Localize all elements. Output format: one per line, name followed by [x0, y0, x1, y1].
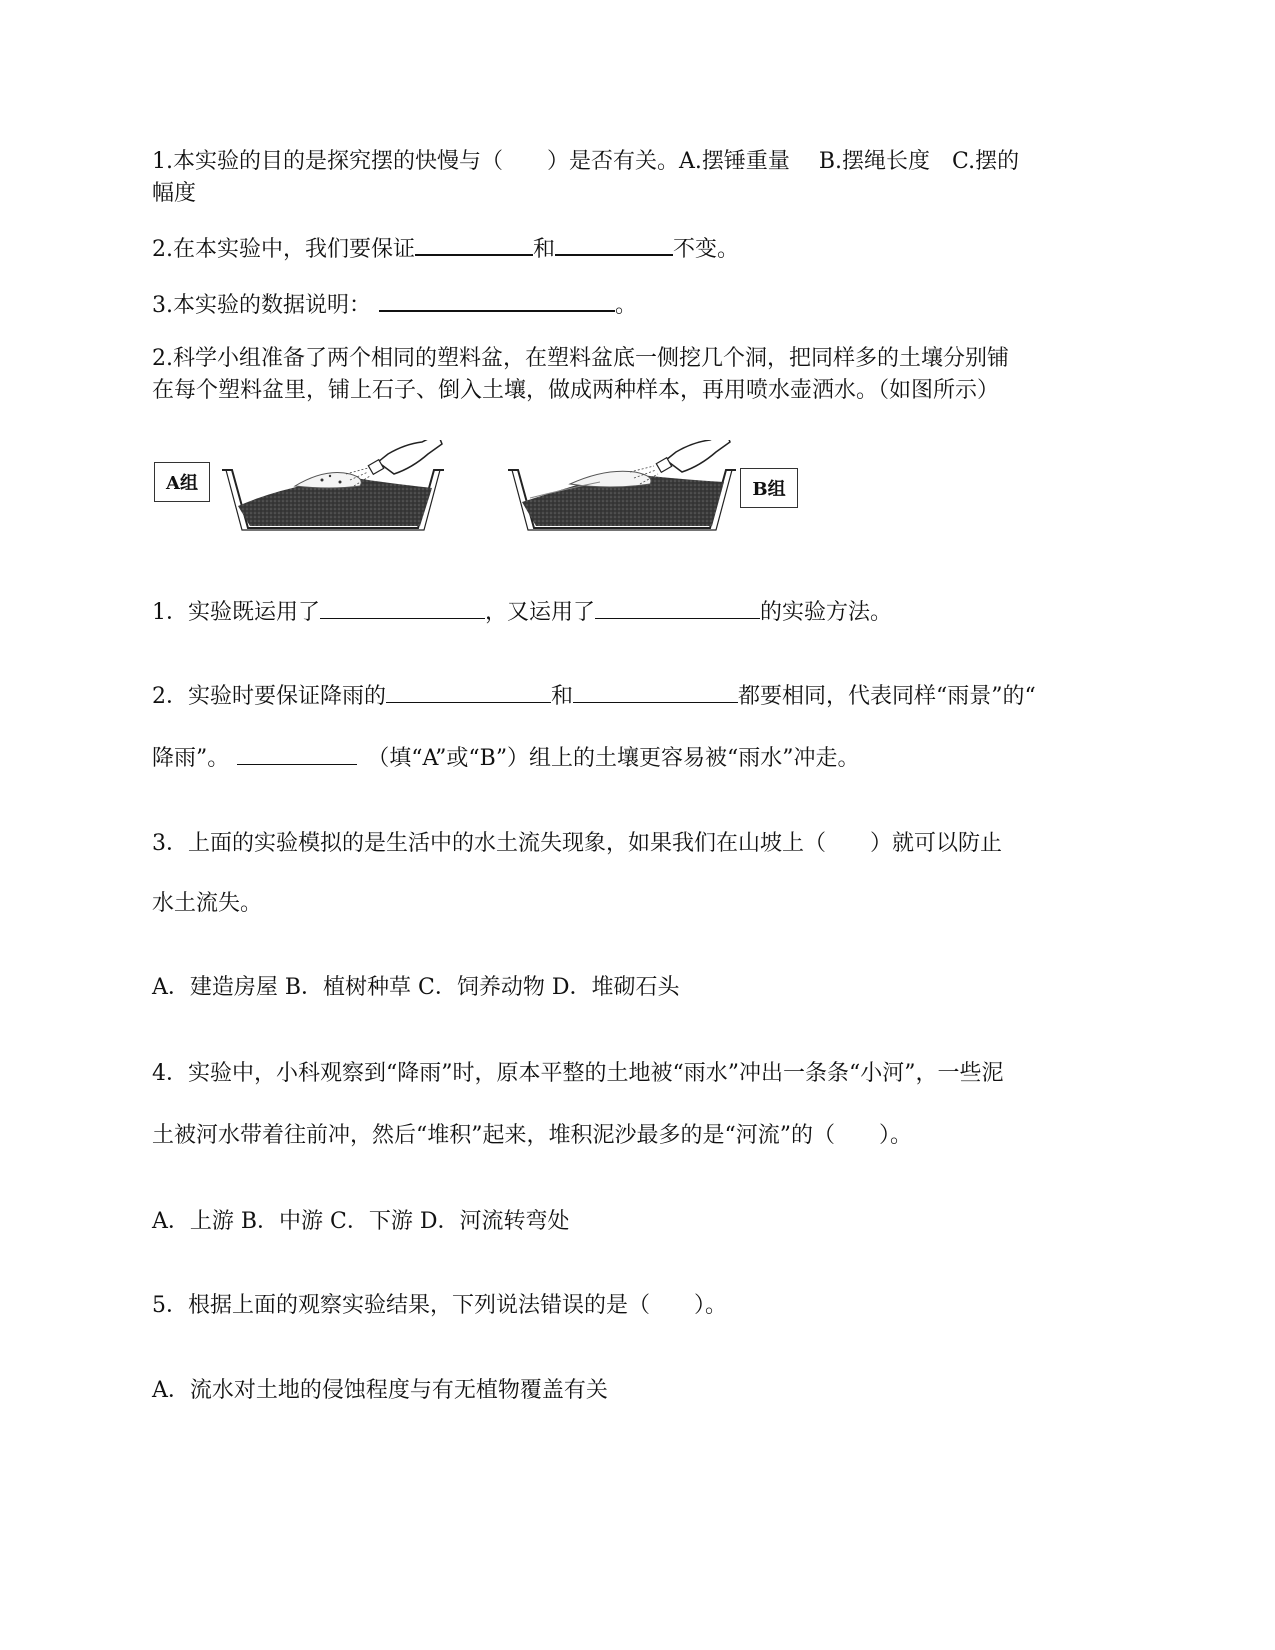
- p2-q3-line1: 3．上面的实验模拟的是生活中的水土流失现象，如果我们在山坡上（ ）就可以防止: [152, 831, 1002, 856]
- p2-q2-prefix: 2．实验时要保证降雨的: [152, 684, 386, 709]
- p2-q1-mid: ，又运用了: [485, 600, 596, 625]
- p1-q1-line2: 幅度: [152, 181, 197, 206]
- basin-b: [508, 470, 736, 530]
- p2-q1-prefix: 1．实验既运用了: [152, 600, 320, 625]
- p1-q2-mid: 和: [533, 237, 556, 262]
- basin-a: [222, 470, 444, 530]
- p2-q3-line2: 水土流失。: [152, 891, 263, 916]
- basins-illustration: [150, 440, 850, 570]
- p2-q2-suffix: 都要相同，代表同样“雨景”的“: [738, 684, 1036, 709]
- p1-q3-suffix: 。: [615, 293, 638, 318]
- p2-q1-blank-2[interactable]: [595, 596, 760, 619]
- p2-q1: [152, 596, 892, 629]
- p2-q2-line2-prefix: 降雨”。: [152, 746, 230, 771]
- p2-q2-blank-3[interactable]: [237, 742, 357, 765]
- group-b-label: B组: [740, 468, 798, 508]
- p2-q4-options: A．上游 B．中游 C．下游 D．河流转弯处: [152, 1209, 570, 1234]
- p1-q1-line1: 1.本实验的目的是探究摆的快慢与（ ）是否有关。A.摆锤重量 B.摆绳长度 C.摆的: [152, 149, 1020, 174]
- p1-q3: [152, 288, 637, 322]
- p1-q2-suffix: 不变。: [673, 237, 740, 262]
- p1-q2-prefix: 2.在本实验中，我们要保证: [152, 237, 415, 262]
- p1-q2: [152, 232, 739, 266]
- p2-q4-line1: 4．实验中，小科观察到“降雨”时，原本平整的土地被“雨水”冲出一条条“小河”，一些泥: [152, 1061, 1004, 1086]
- p2-intro-line1: 2.科学小组准备了两个相同的塑料盆，在塑料盆底一侧挖几个洞，把同样多的土壤分别铺: [152, 346, 1009, 371]
- group-a-label: A组: [154, 462, 210, 502]
- p2-q1-suffix: 的实验方法。: [760, 600, 893, 625]
- p1-q3-prefix: 3.本实验的数据说明：: [152, 293, 371, 318]
- p2-q2-mid: 和: [551, 684, 574, 709]
- p2-intro-line2: 在每个塑料盆里，铺上石子、倒入土壤，做成两种样本，再用喷水壶洒水。（如图所示）: [152, 378, 1000, 403]
- p2-q5-option-a: A．流水对土地的侵蚀程度与有无植物覆盖有关: [152, 1378, 608, 1403]
- experiment-figure: [150, 440, 850, 570]
- p2-q4-line2: 土被河水带着往前冲，然后“堆积”起来，堆积泥沙最多的是“河流”的（ ）。: [152, 1123, 912, 1148]
- p2-q2-line1: [152, 680, 1036, 713]
- p2-q2-blank-1[interactable]: [386, 680, 551, 703]
- p2-q3-options: A．建造房屋 B．植树种草 C．饲养动物 D．堆砌石头: [152, 975, 680, 1000]
- p2-q2-line2-suffix: （填“A”或“B”）组上的土壤更容易被“雨水”冲走。: [367, 746, 860, 771]
- p1-q2-blank-1[interactable]: [415, 232, 533, 256]
- p2-q5-line1: 5．根据上面的观察实验结果，下列说法错误的是（ ）。: [152, 1293, 727, 1318]
- p1-q2-blank-2[interactable]: [555, 232, 673, 256]
- p1-q3-blank[interactable]: [379, 288, 615, 312]
- p2-q2-blank-2[interactable]: [573, 680, 738, 703]
- p2-q2-line2: [152, 742, 860, 775]
- p2-q1-blank-1[interactable]: [320, 596, 485, 619]
